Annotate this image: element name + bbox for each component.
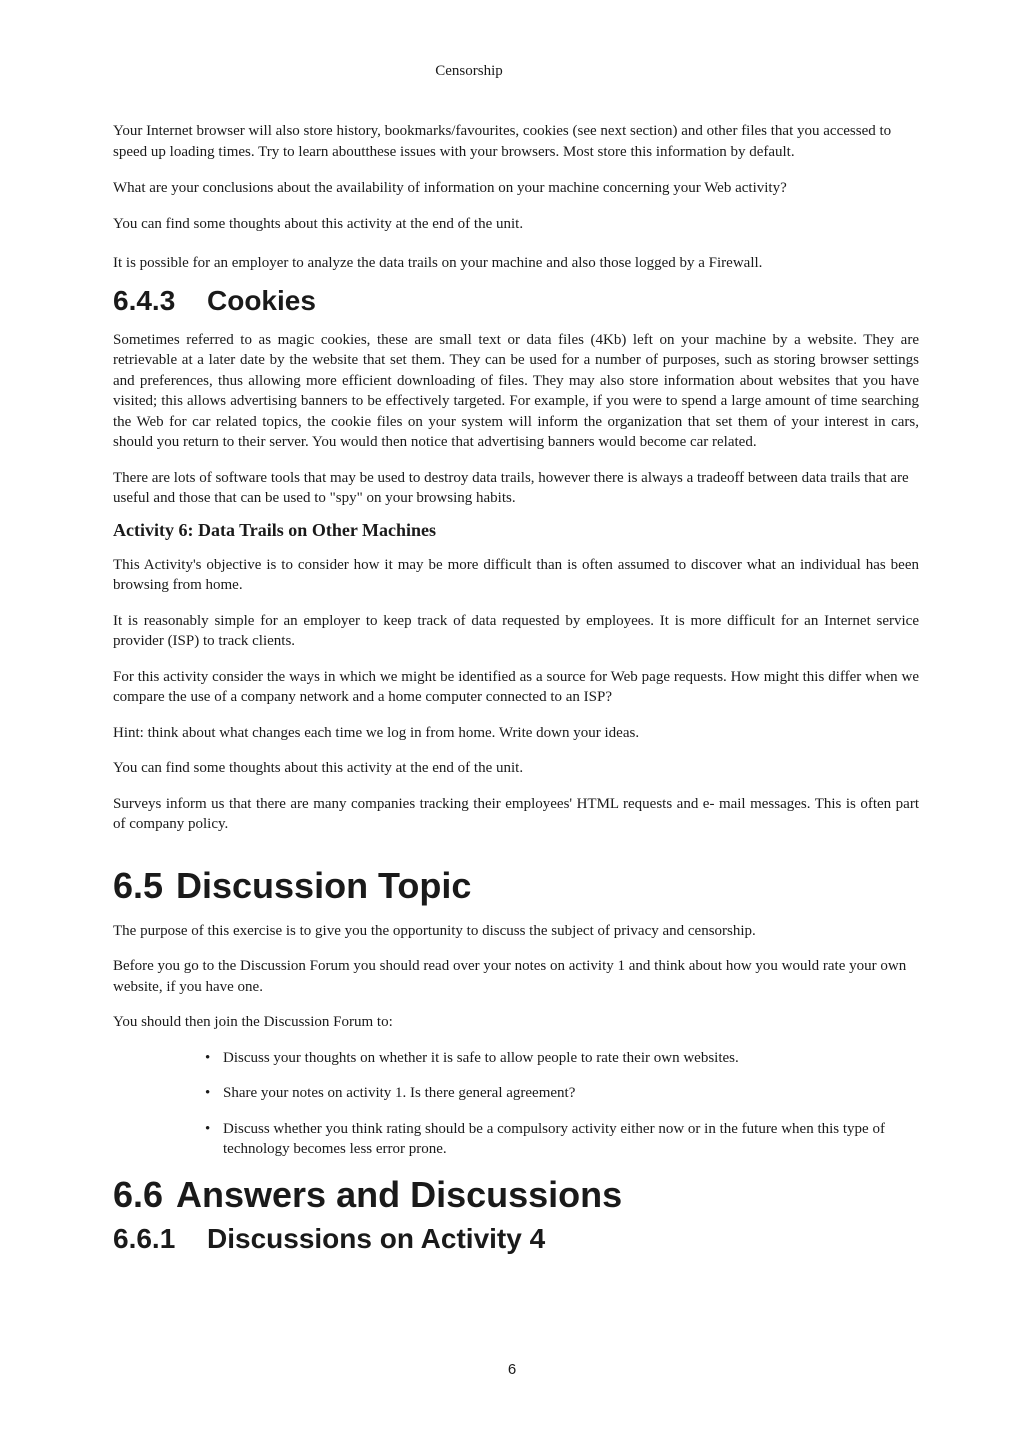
page-number: 6 [507,1361,517,1378]
section-heading-answers [113,1174,919,1216]
page-content [113,121,919,1268]
list-item [205,1119,919,1160]
running-header: Censorship [435,63,503,79]
list-item [205,1083,919,1104]
list-item-text: Discuss your thoughts on whether it is safe to allow people to rate their own websites. [223,1049,739,1066]
section-heading-activity-4-discussion [113,1222,919,1256]
cookies-paragraph-2: There are lots of software tools that may be used to destroy data trails, however there is always a tradeoff between data trails that are useful and those that can be used to "spy" on your browsing habits. [113,469,909,506]
bullet-icon: • [205,1085,211,1101]
section-title: Discussions on Activity 4 [207,1222,546,1254]
activity-6-paragraph-3: For this activity consider the ways in which we might be identified as a source for Web page requests. How might this differ when we compare the use of a company network and a home computer connected to an ISP? [113,668,919,705]
section-number: 6.5 [113,864,164,906]
section-title: Answers and Discussions [176,1173,623,1215]
section-number: 6.6.1 [113,1222,176,1254]
intro-paragraph-2: What are your conclusions about the availability of information on your machine concerning your Web activity? [113,180,787,196]
discussion-paragraph-1: The purpose of this exercise is to give you the opportunity to discuss the subject of privacy and censorship. [113,922,756,939]
list-item-text: Share your notes on activity 1. Is there general agreement? [223,1085,576,1101]
section-heading-discussion-topic [113,865,919,907]
list-item [205,1048,919,1069]
activity-6-paragraph-1: This Activity's objective is to consider how it may be more difficult than is often assumed to discover what an individual has been browsing from home. [113,556,919,593]
cookies-paragraph-1: Sometimes referred to as magic cookies, these are small text or data files (4Kb) left on your machine by a website. They are retrievable at a later date by the website that set them. They can be used for a number of purposes, such as storing browser settings and preferences, thus allowing more efficient downloading of files. They may also store information about websites that you have visited; this allows advertising banners to be effectively targeted. For example, if you were to spend a large amount of time searching the Web for car related topics, the cookie files on your system will inform the organization that set them of your interest in cars, should you return to their server. You would then notice that advertising banners would become car related. [113,331,919,450]
activity-6-paragraph-4: Hint: think about what changes each time we log in from home. Write down your ideas. [113,724,640,741]
intro-paragraph-4: It is possible for an employer to analyze the data trails on your machine and also those logged by a Firewall. [113,255,763,271]
section-title: Cookies [207,284,316,316]
activity-6-paragraph-2: It is reasonably simple for an employer to keep track of data requested by employees. It is more difficult for an Internet service provider (ISP) to track clients. [113,612,919,649]
activity-6-paragraph-6: Surveys inform us that there are many companies tracking their employees' HTML requests and e- mail messages. This is often part of company policy. [113,795,919,832]
intro-paragraph-3: You can find some thoughts about this activity at the end of the unit. [113,215,524,232]
section-number: 6.6 [113,1173,164,1215]
intro-paragraph-1: Your Internet browser will also store history, bookmarks/favourites, cookies (see next section) and other files that you accessed to speed up loading times. Try to learn aboutthese issues with your browsers. Most store this information by default. [113,123,892,160]
section-title: Discussion Topic [176,864,472,906]
section-heading-cookies [113,284,919,318]
bullet-icon: • [205,1049,211,1066]
bullet-icon: • [205,1120,211,1137]
discussion-bullet-list [113,1048,919,1160]
discussion-paragraph-3: You should then join the Discussion Forum to: [113,1014,393,1030]
activity-6-paragraph-5: You can find some thoughts about this activity at the end of the unit. [113,760,524,776]
discussion-paragraph-2: Before you go to the Discussion Forum you should read over your notes on activity 1 and think about how you would rate your own website, if you have one. [113,958,907,995]
section-number: 6.4.3 [113,284,176,316]
list-item-text: Discuss whether you think rating should be a compulsory activity either now or in the future when this type of technology becomes less error prone. [223,1120,885,1157]
activity-6-heading: Activity 6: Data Trails on Other Machines [113,519,436,540]
